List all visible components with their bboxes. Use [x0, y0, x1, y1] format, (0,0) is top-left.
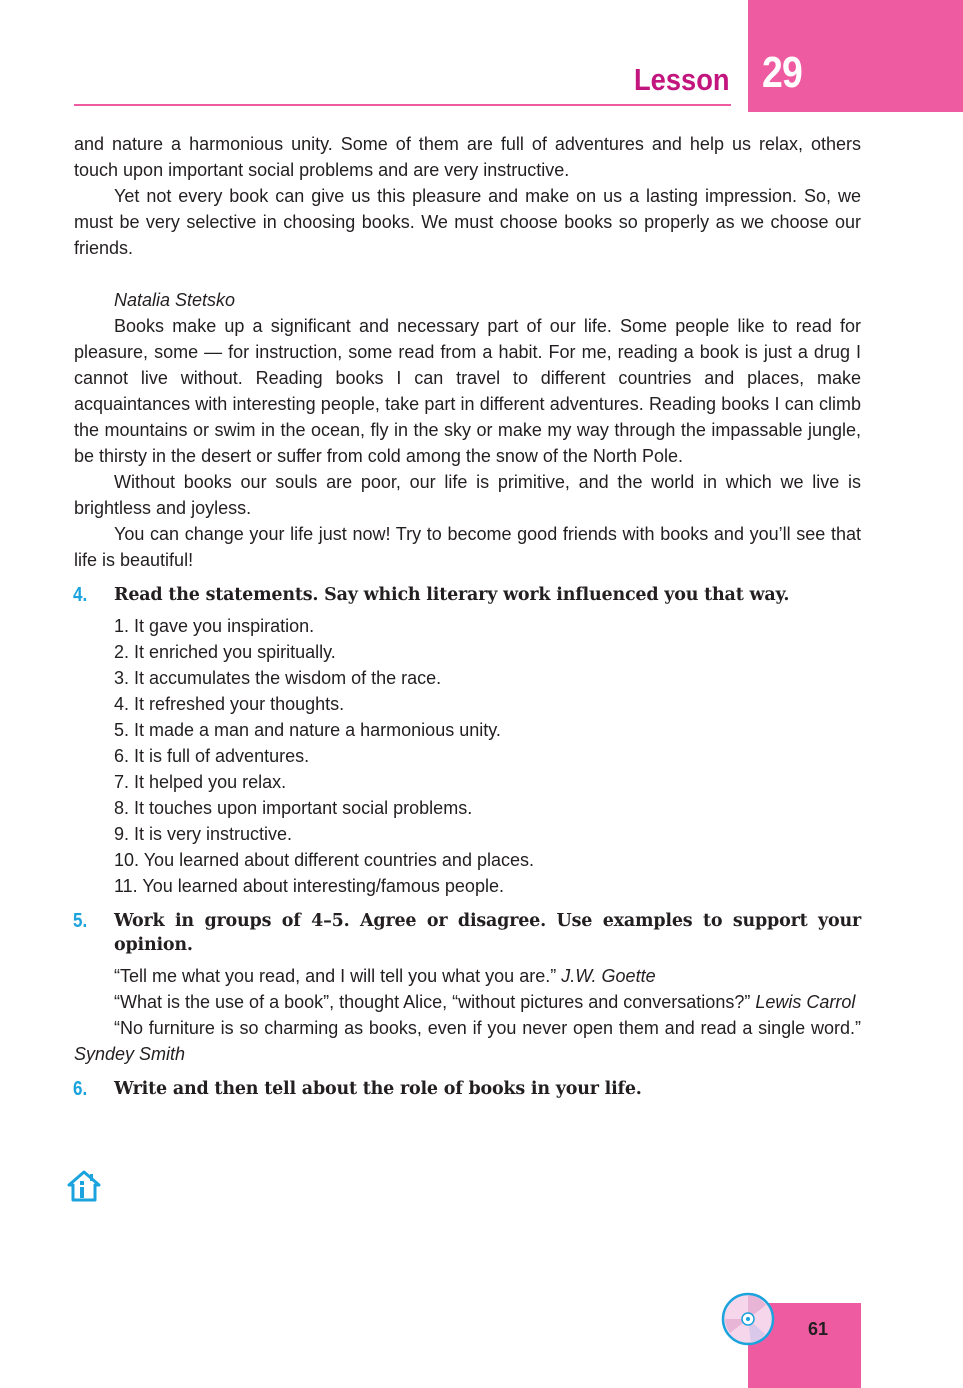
quote-author: Syndey Smith [74, 1044, 186, 1064]
list-item: 11. You learned about interesting/famous people. [114, 876, 504, 896]
list-item: 1. It gave you inspiration. [114, 616, 315, 636]
reading-paragraph: and nature a harmonious unity. Some of them are full of adventures and help us relax, others touch upon important social problems and are very instructive. [74, 134, 861, 180]
page-content [74, 131, 861, 1101]
lesson-number: 29 [762, 48, 802, 97]
reading-paragraph: Yet not every book can give us this pleasure and make on us a lasting impression. So, we must be very selective in choosing books. We must choose books so properly as we choose our friends. [74, 186, 861, 258]
task-4 [74, 583, 861, 607]
list-item: 4. It refreshed your thoughts. [114, 694, 345, 714]
page-number: 61 [807, 1319, 829, 1339]
quote [74, 1015, 861, 1067]
task-number: 4. [73, 584, 88, 606]
home-icon [67, 1170, 101, 1202]
header-rule [74, 104, 731, 106]
quote [74, 963, 861, 989]
lesson-label: Lesson [634, 62, 730, 97]
quote-author: J.W. Goette [561, 966, 656, 986]
list-item: 9. It is very instructive. [114, 824, 293, 844]
list-item: 5. It made a man and nature a harmonious unity. [114, 720, 501, 740]
list-item: 3. It accumulates the wisdom of the race. [114, 668, 442, 688]
quote [74, 989, 861, 1015]
list-item: 6. It is full of adventures. [114, 746, 310, 766]
list-item: 10. You learned about different countries and places. [114, 850, 534, 870]
list-item: 7. It helped you relax. [114, 772, 287, 792]
statements-list [74, 613, 861, 899]
task-number: 6. [73, 1078, 88, 1100]
essay-author: Natalia Stetsko [114, 290, 236, 310]
task-6 [74, 1077, 861, 1101]
quotes-list [74, 963, 861, 1067]
quote-text: “Tell me what you read, and I will tell you what you are.” [114, 966, 562, 986]
list-item: 2. It enriched you spiritually. [114, 642, 336, 662]
essay-paragraph: Books make up a significant and necessary part of our life. Some people like to read for pleasure, some — for instruction, some read from a habit. For me, reading a book is just a drug I cannot live without. Reading books I can travel to different countries and places, make acquaintances with interesting people, take part in different adventures. Reading books I can climb the mountains or swim in the ocean, fly in the sky or make my way through the impassable jungle, be thirsty in the desert or suffer from cold among the snow of the North Pole. [74, 316, 861, 466]
task-number: 5. [73, 910, 88, 932]
essay-paragraph: You can change your life just now! Try to become good friends with books and you’ll see that life is beautiful! [74, 524, 861, 570]
essay-paragraph: Without books our souls are poor, our life is primitive, and the world in which we live is brightless and joyless. [74, 472, 861, 518]
task-instruction: Work in groups of 4–5. Agree or disagree. Use examples to support your opinion. [114, 911, 861, 955]
quote-text: “What is the use of a book”, thought Alice, “without pictures and conversations?” [114, 992, 756, 1012]
quote-text: “No furniture is so charming as books, even if you never open them and read a single word.” [114, 1018, 861, 1038]
quote-author: Lewis Carrol [755, 992, 856, 1012]
task-5 [74, 909, 861, 957]
task-instruction: Write and then tell about the role of books in your life. [114, 1079, 642, 1099]
task-instruction: Read the statements. Say which literary work influenced you that way. [114, 585, 790, 605]
cd-icon [721, 1292, 775, 1346]
list-item: 8. It touches upon important social problems. [114, 798, 473, 818]
